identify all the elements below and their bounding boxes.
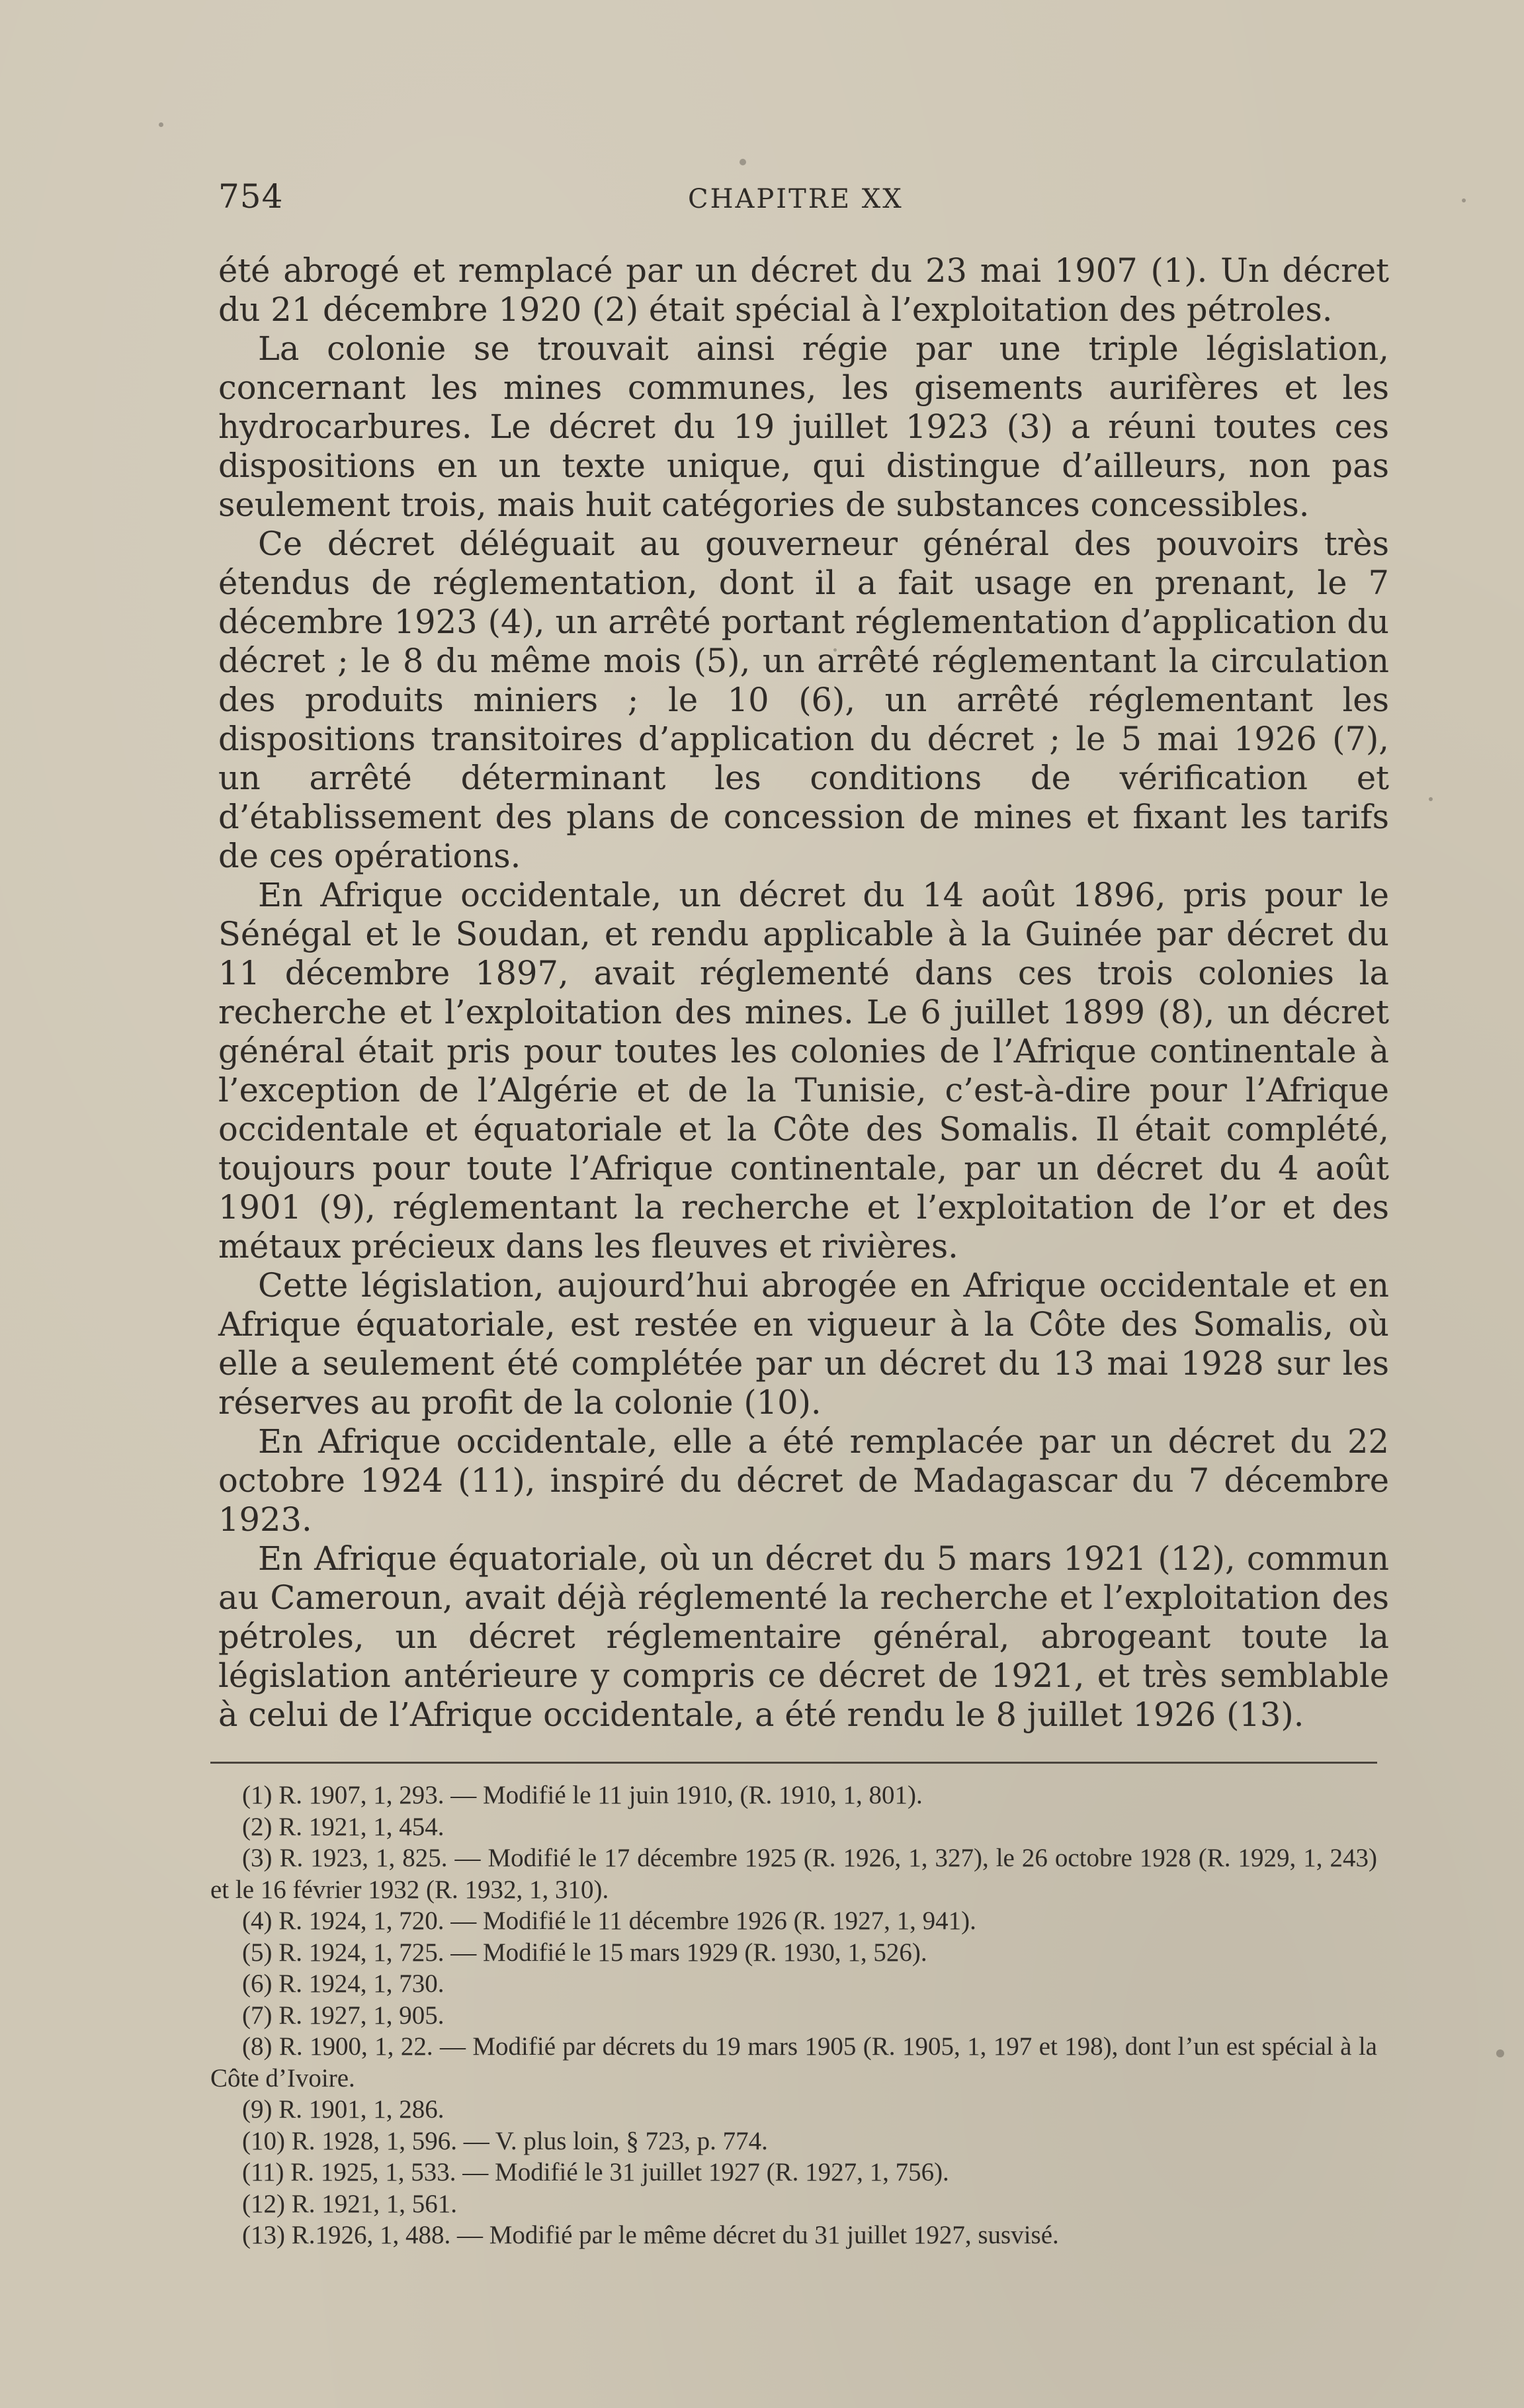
paragraph: La colonie se trouvait ainsi régie par une triple législation, concernant les mines communes, les gisements aurifères et les hydrocarbures. Le décret du 19 juillet 1923 (3) a réuni toutes ces dispositions en un texte unique, qui distingue d’ailleurs, non pas seulement trois, mais huit catégories de substances concessibles. bbox=[218, 329, 1389, 524]
footnotes bbox=[210, 1780, 1377, 2251]
paper-speck bbox=[740, 159, 746, 165]
footnote: (12) R. 1921, 1, 561. bbox=[242, 2189, 457, 2218]
paper-speck bbox=[1496, 2049, 1504, 2057]
paper-speck bbox=[833, 648, 837, 652]
paragraph: Cette législation, aujourd’hui abrogée en Afrique occidentale et en Afrique équatoriale, est restée en vigueur à la Côte des Somalis, où elle a seulement été complétée par un décret du 13 mai 1928 sur les réserves au profit de la colonie (10). bbox=[218, 1266, 1389, 1422]
footnote: (11) R. 1925, 1, 533. — Modifié le 31 juillet 1927 (R. 1927, 1, 756). bbox=[242, 2158, 949, 2186]
paragraph: En Afrique occidentale, un décret du 14 août 1896, pris pour le Sénégal et le Soudan, et rendu applicable à la Guinée par décret du 11 décembre 1897, avait réglementé dans ces trois colonies la recherche et l’exploitation des mines. Le 6 juillet 1899 (8), un décret général était pris pour toutes les colonies de l’Afrique continentale à l’exception de l’Algérie et de la Tunisie, c’est-à-dire pour l’Afrique occidentale et équatoriale et la Côte des Somalis. Il était complété, toujours pour toute l’Afrique continentale, par un décret du 4 août 1901 (9), réglementant la recherche et l’exploitation de l’or et des métaux précieux dans les fleuves et rivières. bbox=[218, 876, 1389, 1266]
footnote: (3) R. 1923, 1, 825. — Modifié le 17 décembre 1925 (R. 1926, 1, 327), le 26 octobre 1928 (R. 1929, 1, 243) et le 16 février 1932 (R. 1932, 1, 310). bbox=[210, 1844, 1377, 1904]
paragraph: En Afrique équatoriale, où un décret du 5 mars 1921 (12), commun au Cameroun, avait déjà réglementé la recherche et l’exploitation des pétroles, un décret réglementaire général, abrogeant toute la législation antérieure y compris ce décret de 1921, et très semblable à celui de l’Afrique occidentale, a été rendu le 8 juillet 1926 (13). bbox=[218, 1539, 1389, 1734]
footnote: (4) R. 1924, 1, 720. — Modifié le 11 décembre 1926 (R. 1927, 1, 941). bbox=[242, 1907, 976, 1935]
footnote: (5) R. 1924, 1, 725. — Modifié le 15 mars 1929 (R. 1930, 1, 526). bbox=[242, 1938, 927, 1967]
body-text bbox=[218, 251, 1389, 1735]
footnote: (6) R. 1924, 1, 730. bbox=[242, 1969, 444, 1998]
paragraph-continuation: été abrogé et remplacé par un décret du 23 mai 1907 (1). Un décret du 21 décembre 1920 (2) était spécial à l’exploitation des pétroles. bbox=[218, 251, 1389, 329]
footnote: (10) R. 1928, 1, 596. — V. plus loin, § 723, p. 774. bbox=[242, 2126, 768, 2155]
paragraph: Ce décret déléguait au gouverneur général des pouvoirs très étendus de réglementation, dont il a fait usage en prenant, le 7 décembre 1923 (4), un arrêté portant réglementation d’application du décret ; le 8 du même mois (5), un arrêté réglementant la circulation des produits miniers ; le 10 (6), un arrêté réglementant les dispositions transitoires d’application du décret ; le 5 mai 1926 (7), un arrêté déterminant les conditions de vérification et d’établissement des plans de concession de mines et fixant les tarifs de ces opérations. bbox=[218, 525, 1389, 875]
running-head bbox=[218, 177, 1389, 224]
footnote: (8) R. 1900, 1, 22. — Modifié par décrets du 19 mars 1905 (R. 1905, 1, 197 et 198), dont l’un est spécial à la Côte d’Ivoire. bbox=[210, 2032, 1377, 2092]
paper-speck bbox=[1462, 198, 1466, 202]
paper-speck bbox=[1429, 797, 1433, 801]
footnote: (7) R. 1927, 1, 905. bbox=[242, 2000, 444, 2030]
footnote: (1) R. 1907, 1, 293. — Modifié le 11 juin 1910, (R. 1910, 1, 801). bbox=[242, 1781, 923, 1809]
footnote-divider bbox=[210, 1762, 1377, 1764]
footnote: (13) R.1926, 1, 488. — Modifié par le même décret du 31 juillet 1927, susvisé. bbox=[242, 2221, 1059, 2249]
chapter-title: CHAPITRE XX bbox=[688, 184, 904, 214]
paragraph: En Afrique occidentale, elle a été remplacée par un décret du 22 octobre 1924 (11), inspiré du décret de Madagascar du 7 décembre 1923. bbox=[218, 1422, 1389, 1539]
footnote: (9) R. 1901, 1, 286. bbox=[242, 2095, 444, 2124]
paper-speck bbox=[159, 122, 163, 127]
footnote: (2) R. 1921, 1, 454. bbox=[242, 1812, 444, 1841]
page-number: 754 bbox=[218, 177, 284, 216]
